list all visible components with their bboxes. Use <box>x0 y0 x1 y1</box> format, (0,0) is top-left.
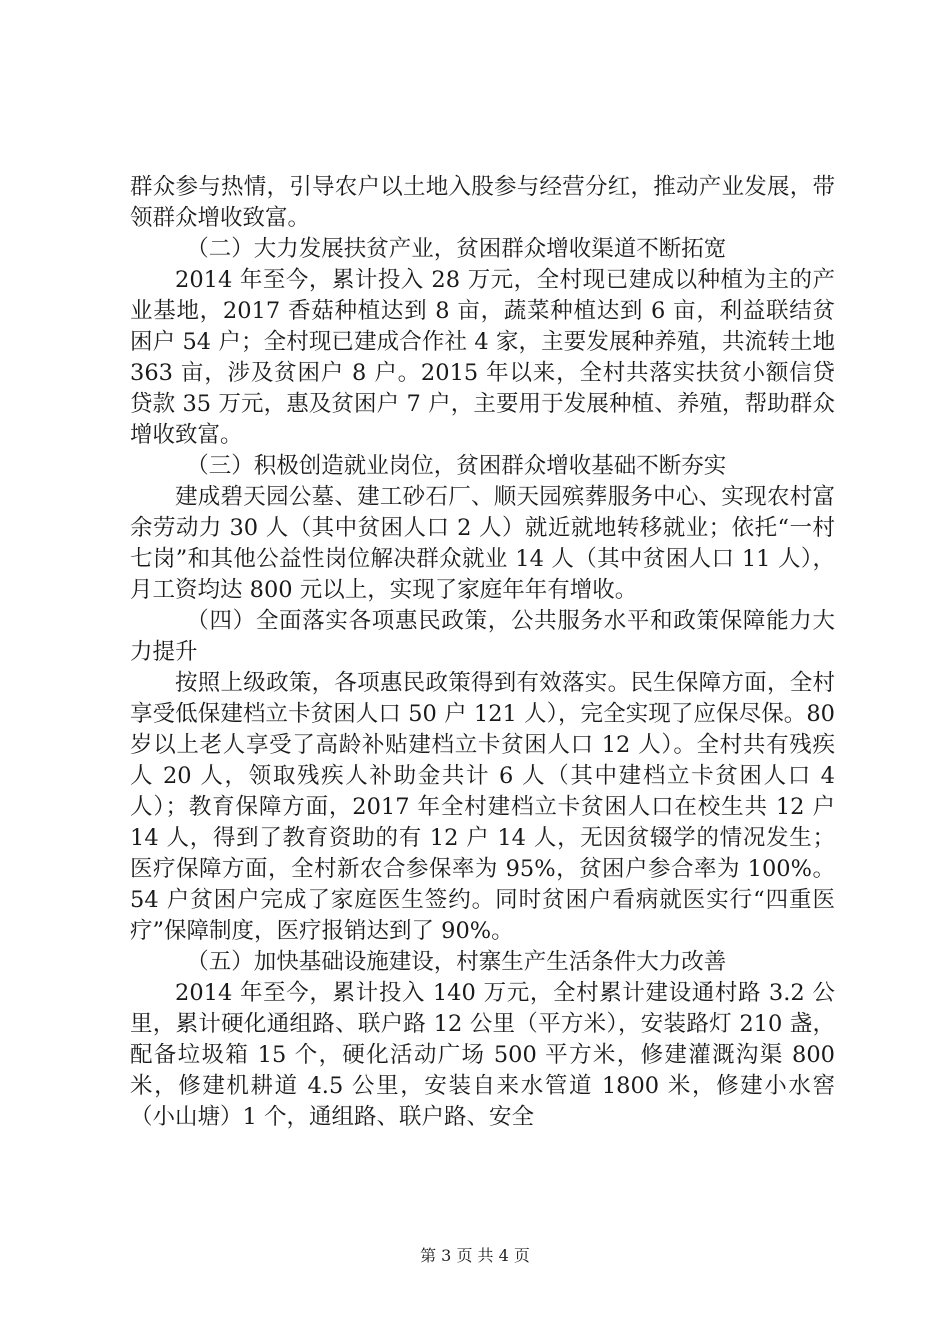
section-heading-4: （四）全面落实各项惠民政策，公共服务水平和政策保障能力大力提升 <box>130 608 835 665</box>
paragraph-infrastructure: 2014 年至今，累计投入 140 万元，全村累计建设通村路 3.2 公里，累计硬化通组路、联户路 12 公里（平方米），安装路灯 210 盏，配备垃圾箱 15 个，硬化活动广场 500 平方米，修建灌溉沟渠 800 米，修建机耕道 4.5 公里，安装自来水管道 1800 米，修建小水窖（小山塘）1 个，通组路、联户路、安全 <box>130 980 835 1130</box>
paragraph-continuation: 群众参与热情，引导农户以土地入股参与经营分红，推动产业发展，带领群众增收致富。 <box>130 174 835 231</box>
paragraph-industry: 2014 年至今，累计投入 28 万元，全村现已建成以种植为主的产业基地，2017 香菇种植达到 8 亩，蔬菜种植达到 6 亩，利益联结贫困户 54 户；全村现已建成合作社 4 家，主要发展种养殖，共流转土地 363 亩，涉及贫困户 8 户。2015 年以来，全村共落实扶贫小额信贷贷款 35 万元，惠及贫困户 7 户，主要用于发展种植、养殖，帮助群众增收致富。 <box>130 267 835 448</box>
document-body <box>130 172 835 1133</box>
paragraph-policy: 按照上级政策，各项惠民政策得到有效落实。民生保障方面，全村享受低保建档立卡贫困人口 50 户 121 人），完全实现了应保尽保。80 岁以上老人享受了高龄补贴建档立卡贫困人口 12 人）。全村共有残疾人 20 人，领取残疾人补助金共计 6 人（其中建档立卡贫困人口 4 人）；教育保障方面，2017 年全村建档立卡贫困人口在校生共 12 户 14 人，得到了教育资助的有 12 户 14 人，无因贫辍学的情况发生；医疗保障方面，全村新农合参保率为 95%，贫困户参合率为 100%。54 户贫困户完成了家庭医生签约。同时贫困户看病就医实行“四重医疗”保障制度，医疗报销达到了 90%。 <box>130 670 835 944</box>
section-heading-2: （二）大力发展扶贫产业，贫困群众增收渠道不断拓宽 <box>186 236 727 262</box>
section-heading-5: （五）加快基础设施建设，村寨生产生活条件大力改善 <box>186 949 727 975</box>
paragraph-employment: 建成碧天园公墓、建工砂石厂、顺天园殡葬服务中心、实现农村富余劳动力 30 人（其中贫困人口 2 人）就近就地转移就业；依托“一村七岗”和其他公益性岗位解决群众就业 14 人（其中贫困人口 11 人），月工资均达 800 元以上，实现了家庭年年有增收。 <box>130 484 835 603</box>
section-heading-3: （三）积极创造就业岗位，贫困群众增收基础不断夯实 <box>186 453 727 479</box>
page-footer: 第 3 页 共 4 页 <box>420 1246 530 1265</box>
